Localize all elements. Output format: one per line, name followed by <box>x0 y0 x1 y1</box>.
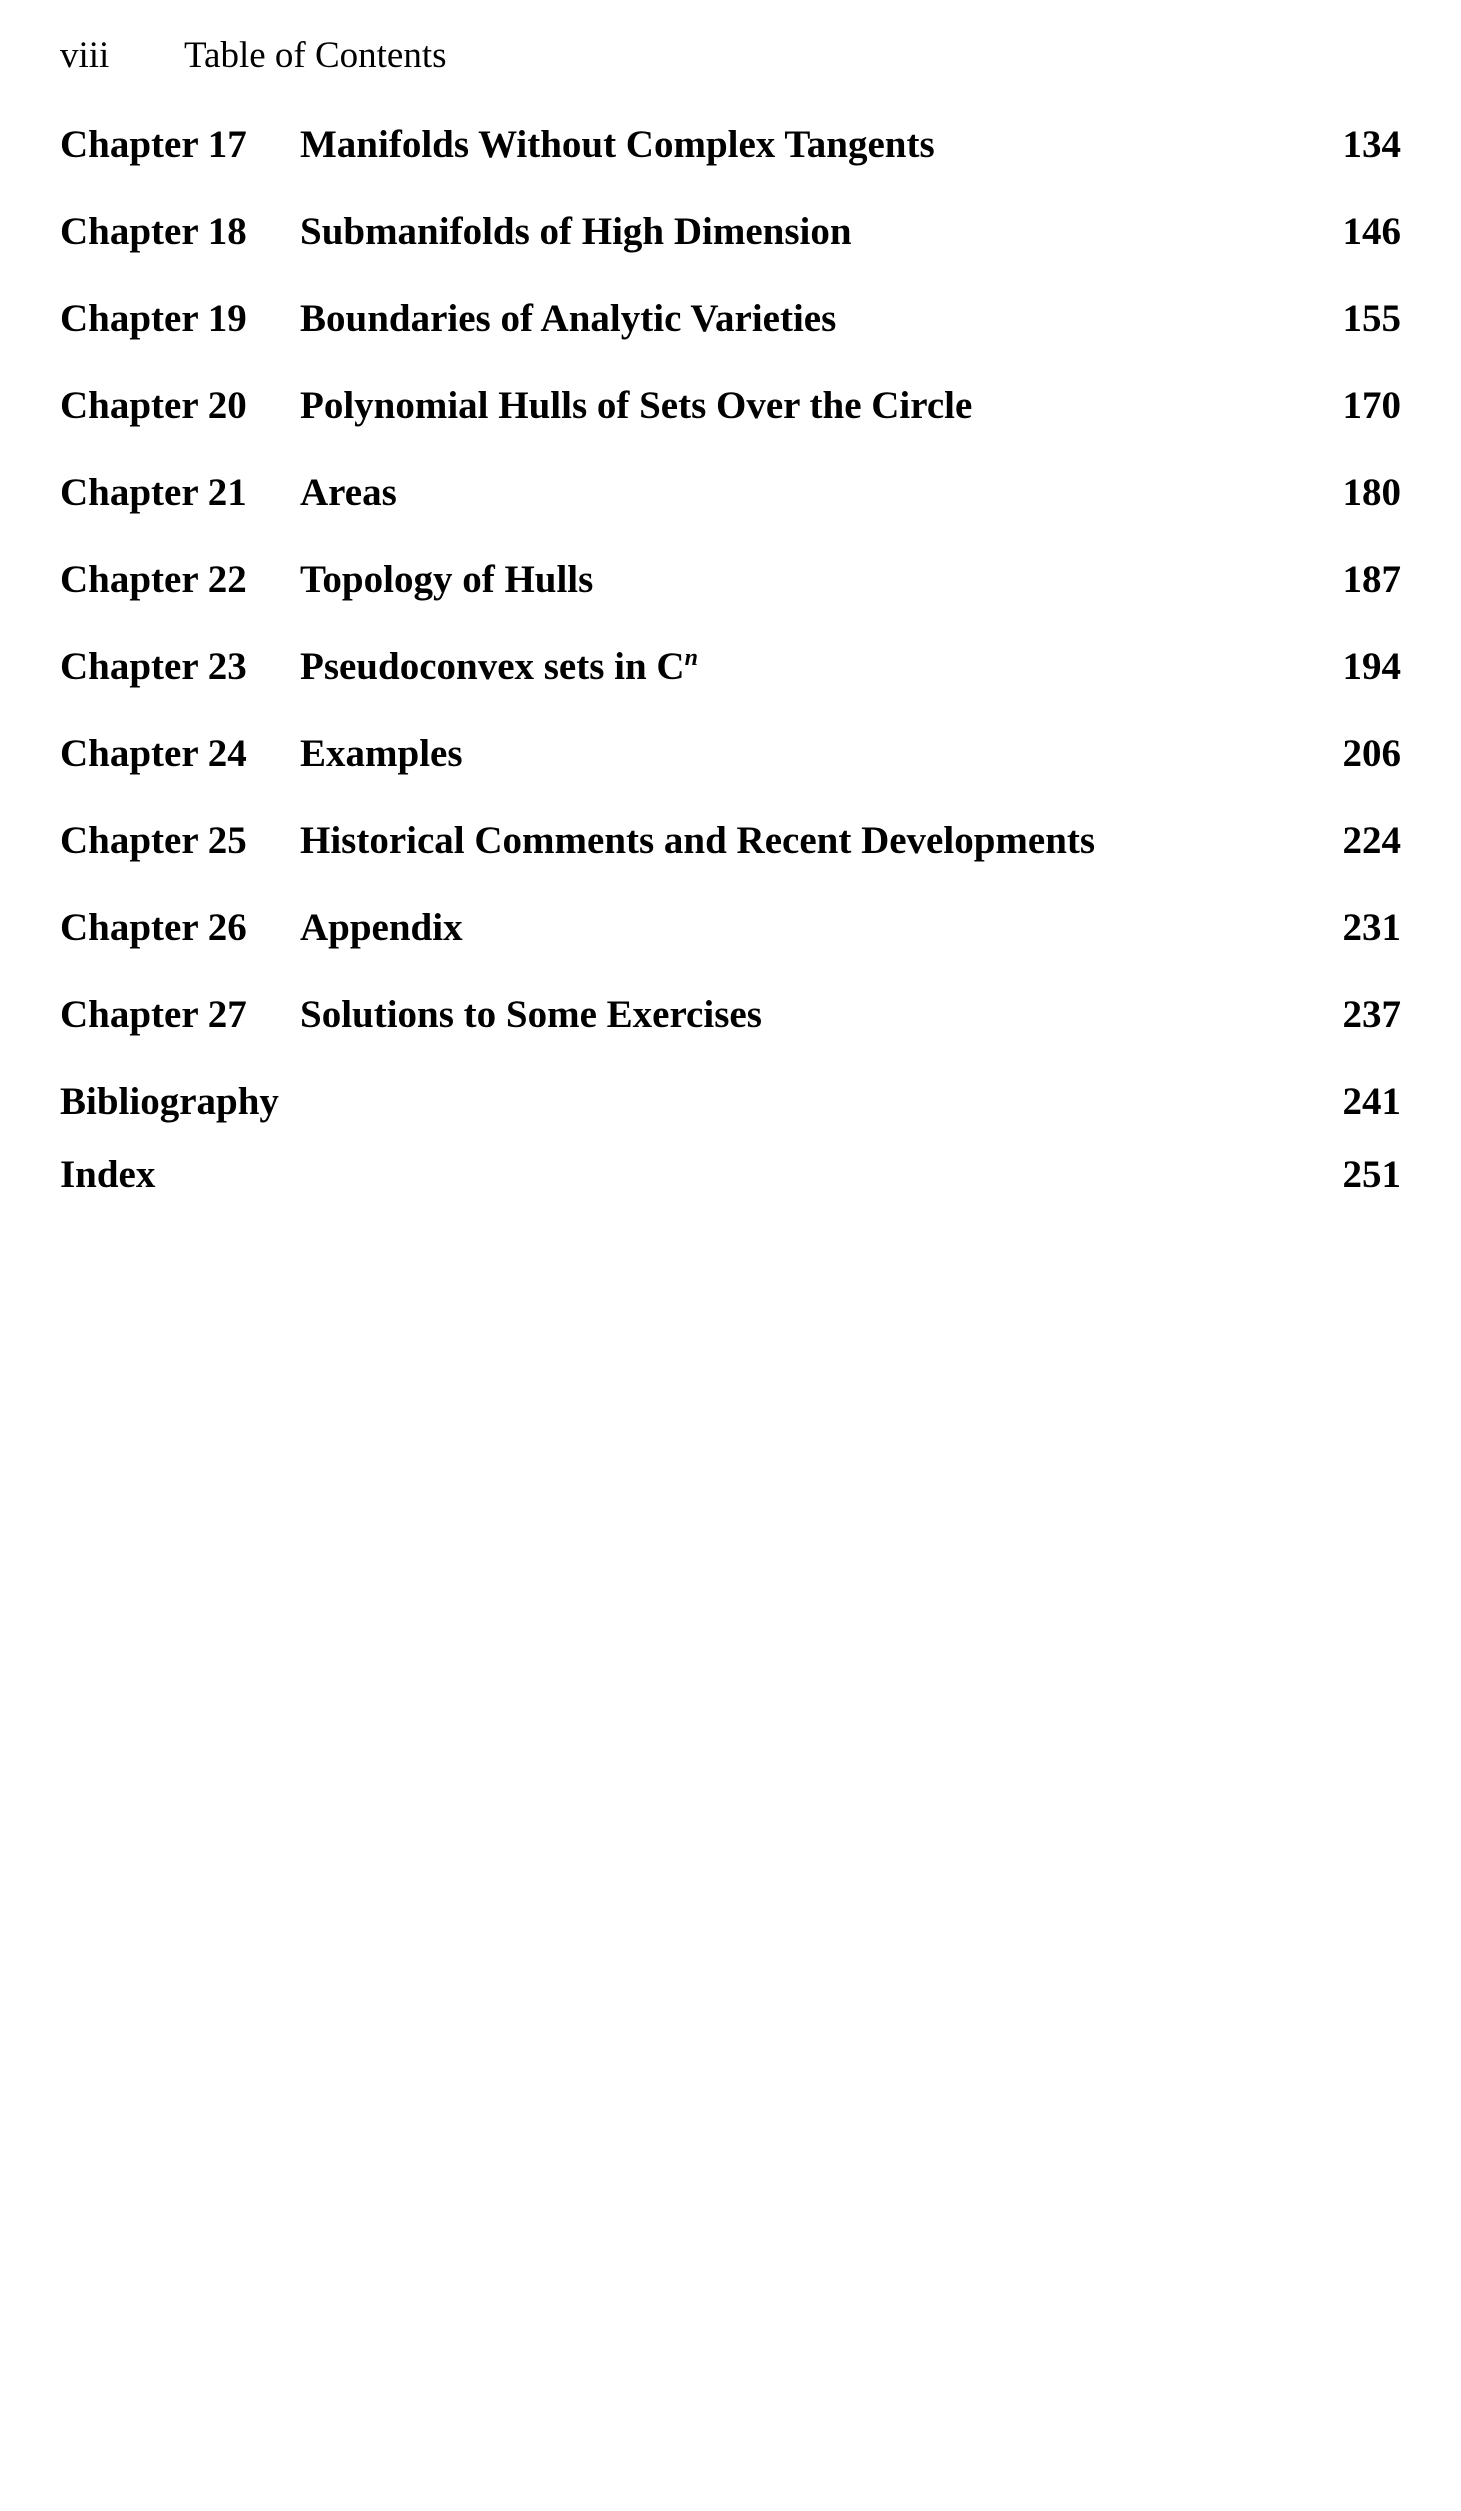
chapter-page-number: 180 <box>1342 471 1401 514</box>
chapter-label: Chapter 25 <box>60 819 247 862</box>
chapter-title: Appendix <box>300 906 463 949</box>
toc-entry-chapter-17[interactable] <box>60 122 1401 170</box>
chapter-label: Chapter 19 <box>60 297 247 340</box>
chapter-label: Chapter 21 <box>60 471 247 514</box>
chapter-title: Polynomial Hulls of Sets Over the Circle <box>300 384 973 427</box>
chapter-label: Chapter 24 <box>60 732 247 775</box>
chapter-title: Historical Comments and Recent Developments <box>300 819 1096 862</box>
toc-entry-chapter-19[interactable] <box>60 296 1401 344</box>
chapter-label: Chapter 27 <box>60 993 247 1036</box>
back-matter-title: Bibliography <box>60 1080 279 1123</box>
chapter-page-number: 206 <box>1342 732 1401 775</box>
chapter-title <box>300 644 698 689</box>
chapter-title: Submanifolds of High Dimension <box>300 210 852 253</box>
chapter-page-number: 170 <box>1342 384 1401 427</box>
chapter-page-number: 146 <box>1342 210 1401 253</box>
chapter-label: Chapter 20 <box>60 384 247 427</box>
chapter-label: Chapter 26 <box>60 906 247 949</box>
chapter-label: Chapter 22 <box>60 558 247 601</box>
toc-entry-index[interactable] <box>60 1152 1401 1200</box>
chapter-page-number: 194 <box>1342 645 1401 688</box>
toc-entry-chapter-26[interactable] <box>60 905 1401 953</box>
chapter-page-number: 237 <box>1342 993 1401 1036</box>
toc-entry-bibliography[interactable] <box>60 1079 1401 1127</box>
chapter-title: Areas <box>300 471 397 514</box>
superscript-n: n <box>684 645 698 671</box>
chapter-page-number: 187 <box>1342 558 1401 601</box>
toc-entry-chapter-27[interactable] <box>60 992 1401 1040</box>
chapter-page-number: 134 <box>1342 123 1401 166</box>
toc-entry-chapter-25[interactable] <box>60 818 1401 866</box>
running-head <box>60 34 447 77</box>
running-head-title: Table of Contents <box>184 35 447 76</box>
chapter-title-text: Pseudoconvex sets in C <box>300 645 685 688</box>
back-matter-page-number: 251 <box>1342 1153 1401 1196</box>
chapter-title: Topology of Hulls <box>300 558 594 601</box>
toc-entry-chapter-18[interactable] <box>60 209 1401 257</box>
chapter-title: Examples <box>300 732 463 775</box>
chapter-page-number: 155 <box>1342 297 1401 340</box>
chapter-title: Solutions to Some Exercises <box>300 993 762 1036</box>
toc-entry-chapter-24[interactable] <box>60 731 1401 779</box>
chapter-page-number: 224 <box>1342 819 1401 862</box>
chapter-title: Boundaries of Analytic Varieties <box>300 297 837 340</box>
chapter-title: Manifolds Without Complex Tangents <box>300 123 935 166</box>
chapter-label: Chapter 17 <box>60 123 247 166</box>
back-matter-title: Index <box>60 1153 156 1196</box>
page-number: viii <box>60 35 110 76</box>
chapter-label: Chapter 23 <box>60 645 247 688</box>
toc-entry-chapter-20[interactable] <box>60 383 1401 431</box>
chapter-label: Chapter 18 <box>60 210 247 253</box>
back-matter-page-number: 241 <box>1342 1080 1401 1123</box>
toc-entry-chapter-23[interactable] <box>60 644 1401 692</box>
toc-entry-chapter-21[interactable] <box>60 470 1401 518</box>
toc-entry-chapter-22[interactable] <box>60 557 1401 605</box>
chapter-page-number: 231 <box>1342 906 1401 949</box>
